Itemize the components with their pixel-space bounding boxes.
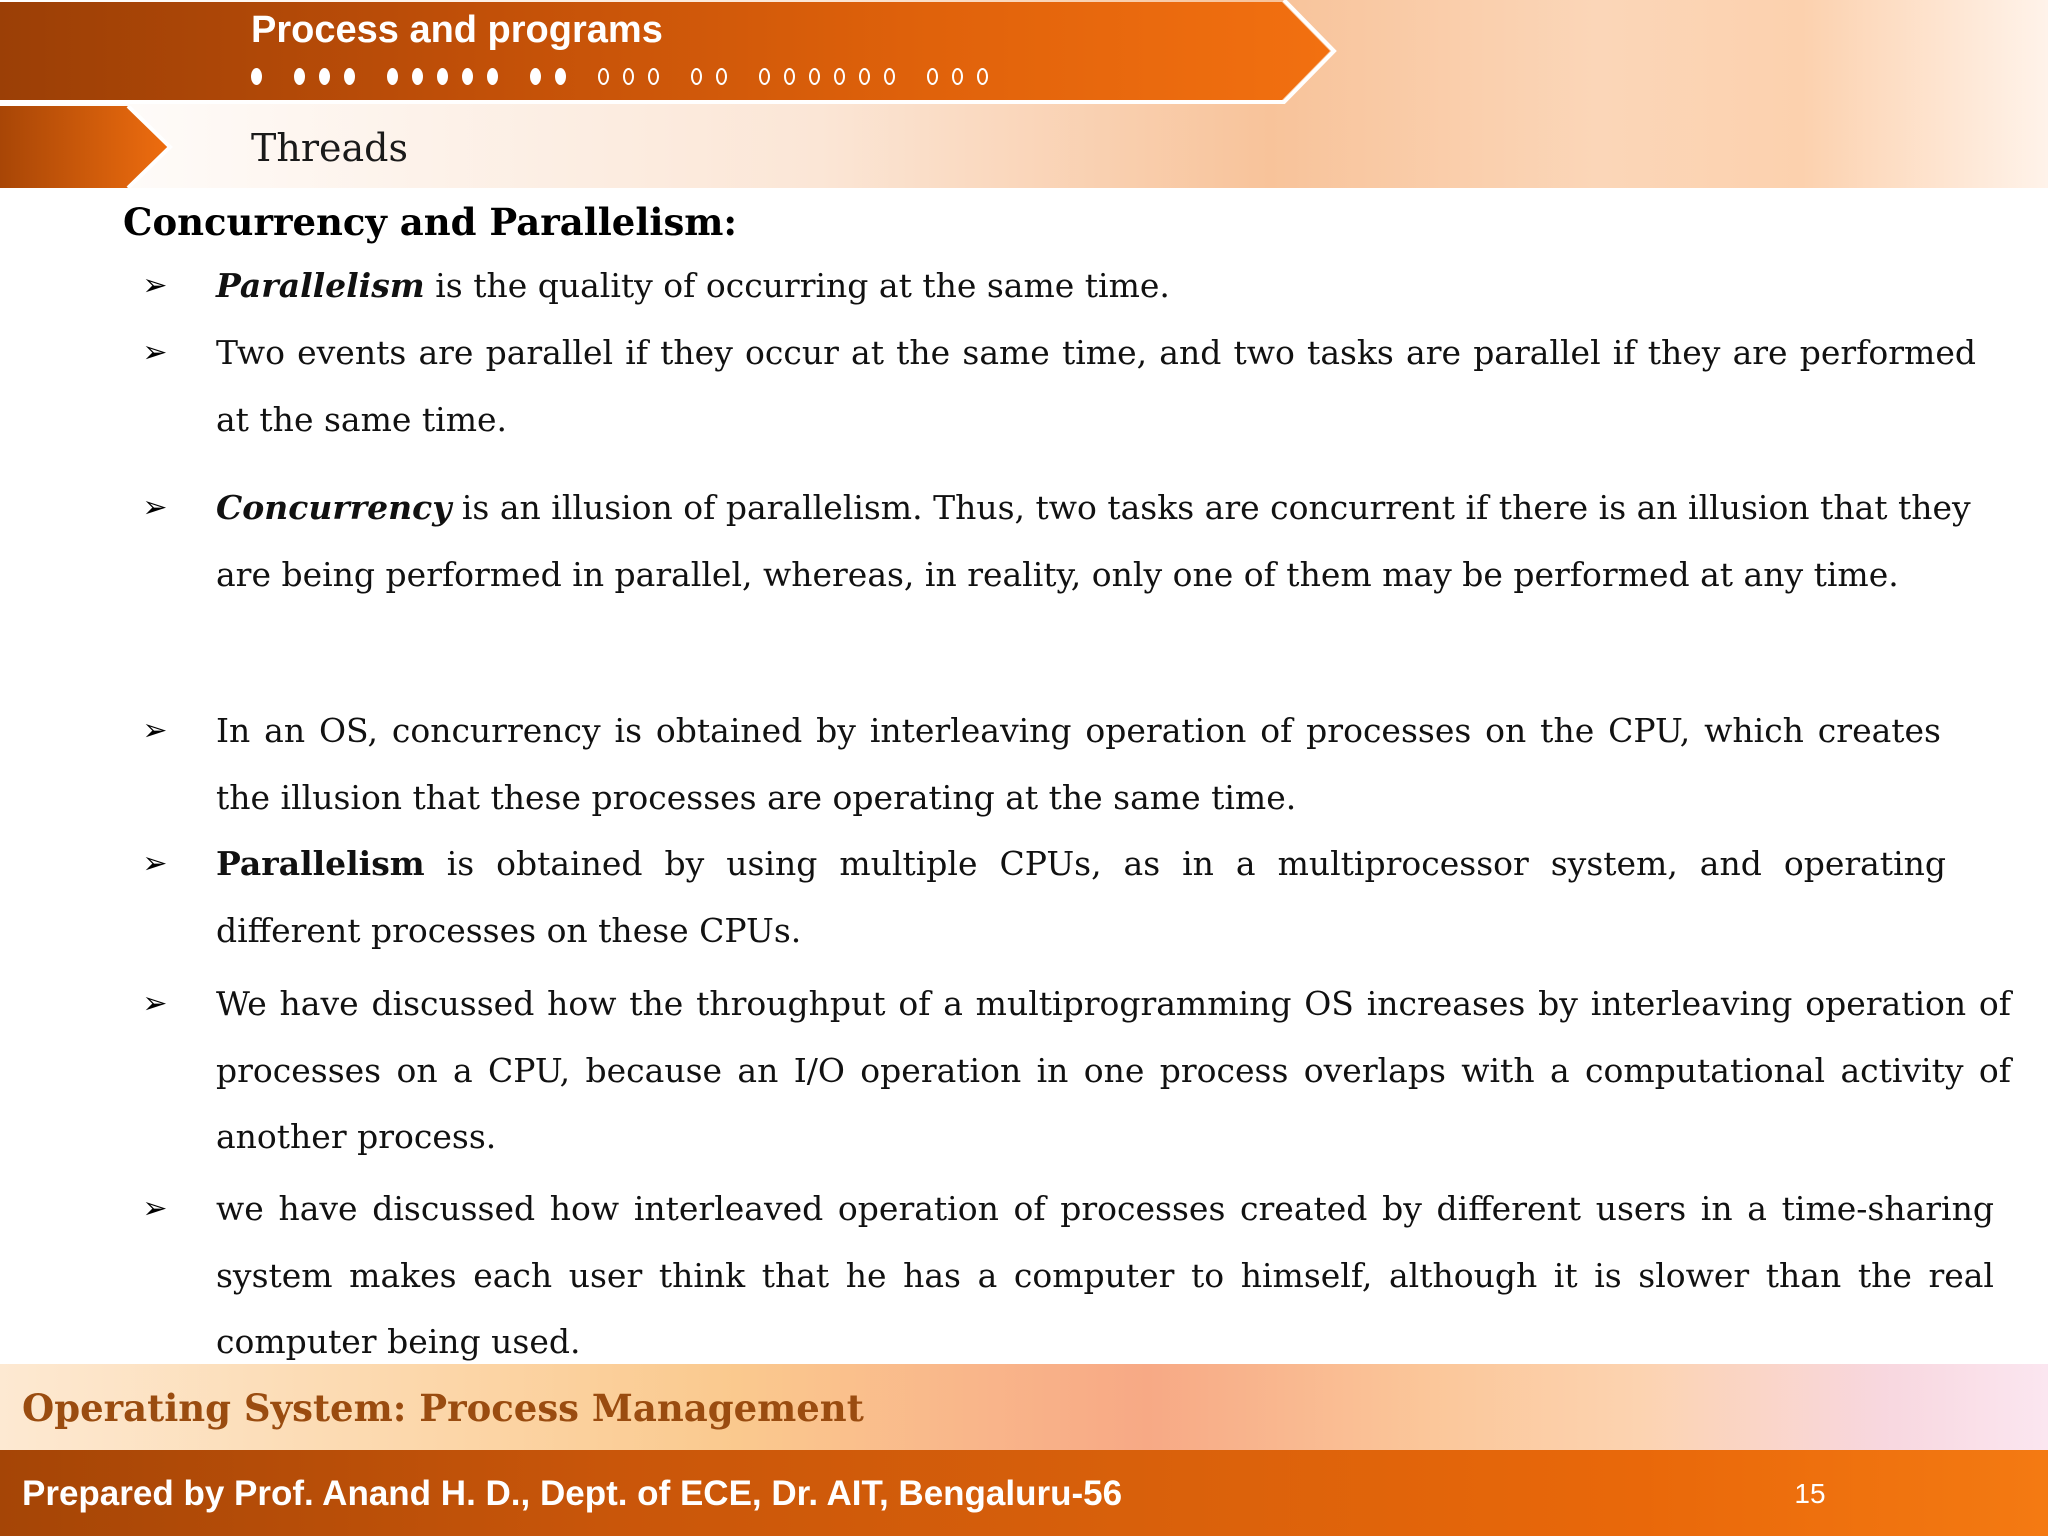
course-title: Operating System: Process Management	[22, 1386, 864, 1430]
bullet-body: In an OS, concurrency is obtained by interleaving operation of processes on the CPU, which creates the illusion that these processes are operating at the same time.	[216, 711, 1941, 817]
progress-dot-hollow-icon	[691, 68, 702, 85]
bullet-body: Two events are parallel if they occur at the same time, and two tasks are parallel if they are performed at the same time.	[216, 333, 1976, 439]
bullet-body: is obtained by using multiple CPUs, as in a multiprocessor system, and operating different processes on these CPUs.	[216, 844, 1946, 950]
bullet-body: We have discussed how the throughput of a multiprogramming OS increases by interleaving operation of processes on a CPU, because an I/O operation in one process overlaps with a computational activity of another process.	[216, 984, 2011, 1156]
progress-dot-group	[294, 68, 369, 85]
bullet-lead: Concurrency	[216, 488, 452, 527]
bullet-lead: Parallelism	[216, 844, 425, 883]
presentation-title: Process and programs	[251, 9, 663, 51]
progress-dot-group	[759, 68, 909, 85]
progress-dot-filled-icon	[387, 68, 398, 85]
progress-dot-filled-icon	[462, 68, 473, 85]
bullet-text	[216, 698, 1941, 831]
bullet-text	[216, 475, 1976, 608]
progress-dot-hollow-icon	[952, 68, 963, 85]
progress-dot-filled-icon	[487, 68, 498, 85]
progress-dot-filled-icon	[412, 68, 423, 85]
progress-dot-hollow-icon	[884, 68, 895, 85]
progress-dot-filled-icon	[437, 68, 448, 85]
progress-dot-group	[598, 68, 673, 85]
progress-dot-hollow-icon	[648, 68, 659, 85]
bullet-text	[216, 831, 1946, 964]
progress-dot-hollow-icon	[927, 68, 938, 85]
page-number: 15	[1794, 1478, 1826, 1509]
progress-dot-hollow-icon	[834, 68, 845, 85]
progress-dot-group	[927, 68, 1002, 85]
progress-dot-filled-icon	[555, 68, 566, 85]
progress-dot-group	[251, 68, 276, 85]
progress-dot-group	[530, 68, 580, 85]
bullet-body: is an illusion of parallelism. Thus, two tasks are concurrent if there is an illusion that they are being performed in parallel, whereas, in reality, only one of them may be performed at any time.	[216, 488, 1971, 594]
progress-dot-filled-icon	[319, 68, 330, 85]
bullet-body: is the quality of occurring at the same time.	[424, 266, 1170, 305]
arrow-bullet-icon: ➢	[142, 986, 168, 1021]
progress-dot-filled-icon	[344, 68, 355, 85]
bullet-text	[216, 320, 1976, 453]
progress-dot-filled-icon	[294, 68, 305, 85]
progress-dot-hollow-icon	[809, 68, 820, 85]
progress-dot-hollow-icon	[759, 68, 770, 85]
arrow-bullet-icon: ➢	[142, 490, 168, 525]
bullet-body: we have discussed how interleaved operation of processes created by different users in a time-sharing system makes each user think that he has a computer to himself, although it is slower than the real computer being used.	[216, 1189, 1994, 1361]
progress-dots	[251, 60, 1020, 92]
progress-dot-group	[387, 68, 512, 85]
progress-dot-hollow-icon	[716, 68, 727, 85]
bullet-text	[216, 1176, 1994, 1376]
progress-dot-hollow-icon	[598, 68, 609, 85]
progress-dot-hollow-icon	[859, 68, 870, 85]
progress-dot-hollow-icon	[977, 68, 988, 85]
progress-dot-hollow-icon	[623, 68, 634, 85]
progress-dot-group	[691, 68, 741, 85]
bullet-text	[216, 971, 2011, 1171]
arrow-bullet-icon: ➢	[142, 1191, 168, 1226]
progress-dot-filled-icon	[530, 68, 541, 85]
section-label: Threads	[251, 126, 408, 170]
arrow-bullet-icon: ➢	[142, 713, 168, 748]
progress-dot-filled-icon	[251, 68, 262, 85]
author-credit: Prepared by Prof. Anand H. D., Dept. of ECE, Dr. AIT, Bengaluru-56	[22, 1474, 1123, 1513]
bullet-text	[216, 253, 1976, 320]
bullet-lead: Parallelism	[216, 266, 425, 305]
progress-dot-hollow-icon	[784, 68, 795, 85]
arrow-bullet-icon: ➢	[142, 846, 168, 881]
arrow-bullet-icon: ➢	[142, 268, 168, 303]
arrow-bullet-icon: ➢	[142, 335, 168, 370]
slide-heading: Concurrency and Parallelism:	[123, 200, 738, 244]
